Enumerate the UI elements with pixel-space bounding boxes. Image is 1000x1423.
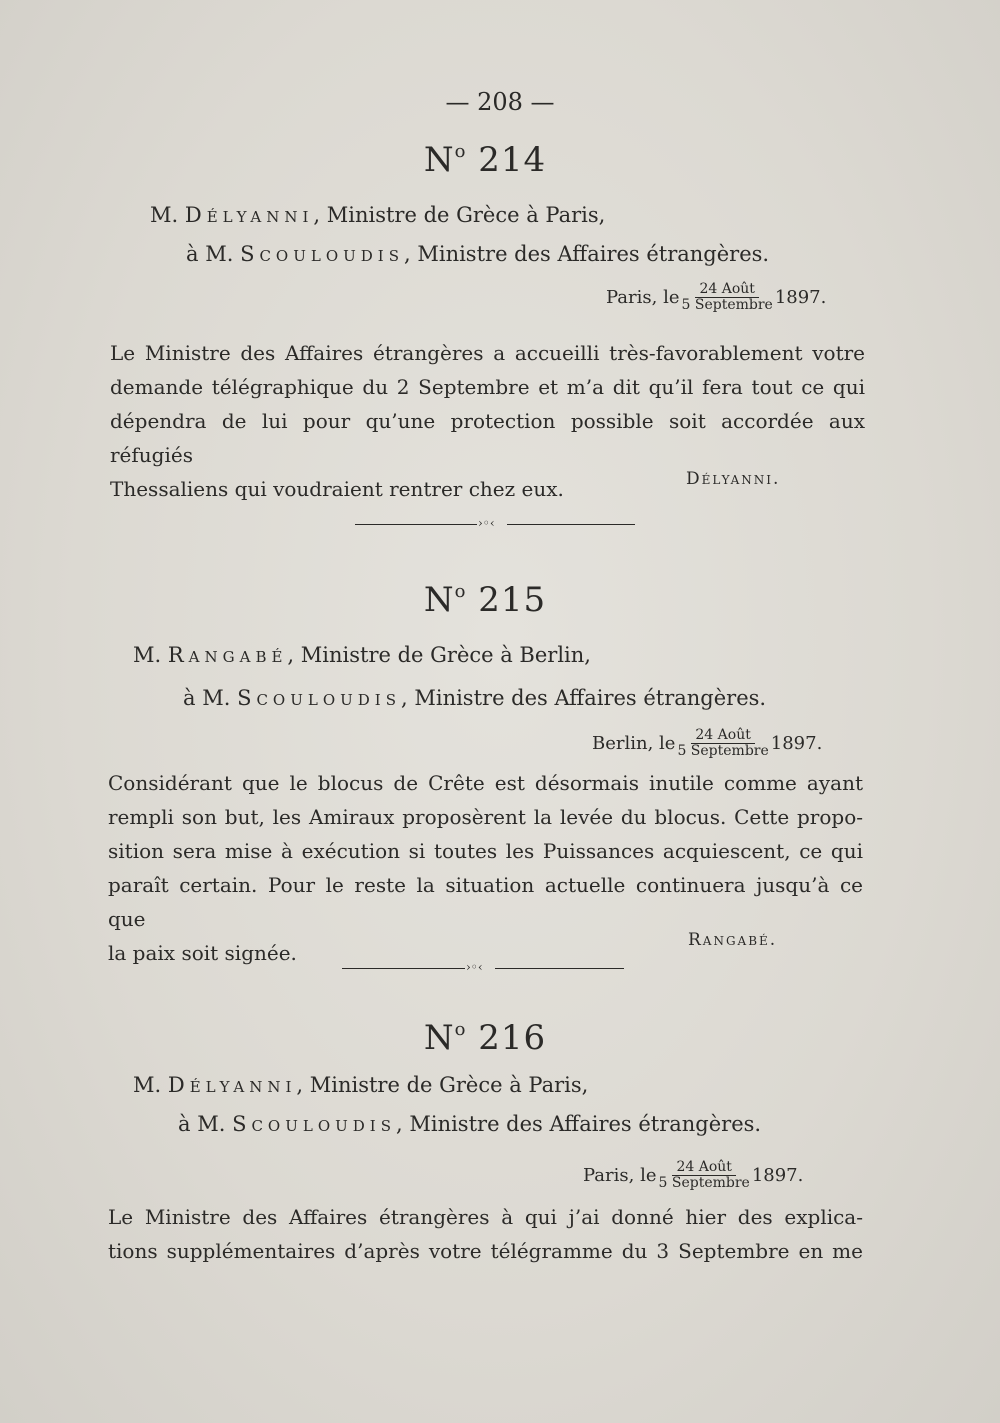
body-line: sition sera mise à exécution si toutes les Puissances acquiescent, ce qui: [108, 839, 863, 863]
separator-rule-left: [355, 524, 477, 527]
separator-rule-left: [342, 968, 465, 971]
sender-name: Délyanni: [167, 1073, 297, 1097]
date-top: 24 Août: [672, 1160, 735, 1176]
number-prefix: N: [423, 140, 455, 180]
body-line: la paix soit signée.: [108, 941, 297, 965]
recipient-prefix: à M.: [186, 242, 241, 266]
sender-line: [150, 203, 605, 227]
page-number: — 208 —: [445, 88, 555, 116]
sender-prefix: M.: [150, 203, 185, 227]
body-line: Thessaliens qui voudraient rentrer chez eux.: [110, 477, 564, 501]
letter-body: [108, 1200, 863, 1268]
sender-role: , Ministre de Grèce à Berlin,: [287, 643, 591, 667]
body-line: tions supplémentaires d’après votre télégramme du 3 Septembre en me: [108, 1239, 863, 1263]
signature: Rangabé.: [688, 930, 778, 950]
number-prefix: N: [423, 580, 455, 620]
separator: [342, 960, 624, 976]
separator-rule-right: [495, 968, 624, 971]
body-line: paraît certain. Pour le reste la situation actuelle continuera jusqu’à ce que: [108, 873, 863, 931]
date-line: [583, 1160, 803, 1191]
sender-prefix: M.: [133, 1073, 168, 1097]
date-bottom: 5 Septembre: [681, 297, 773, 313]
date-year: 1897.: [770, 733, 823, 754]
recipient-line: [178, 1112, 761, 1136]
recipient-name: Scouloudis: [232, 1112, 396, 1136]
number-sup: o: [454, 581, 467, 602]
number-sup: o: [454, 1019, 467, 1040]
recipient-line: [183, 686, 766, 710]
body-line: rempli son but, les Amiraux proposèrent la levée du blocus. Cette propo-: [108, 805, 863, 829]
separator-rule-right: [507, 524, 635, 527]
body-line: Le Ministre des Affaires étrangères a accueilli très-favorablement votre: [110, 341, 865, 365]
number-prefix: N: [423, 1018, 455, 1058]
sender-name: Délyanni: [184, 203, 314, 227]
document-number-215: [0, 580, 970, 620]
date-fraction: [682, 282, 773, 313]
recipient-role: , Ministre des Affaires étrangères.: [396, 1112, 762, 1136]
date-bottom: 5 Septembre: [658, 1175, 750, 1191]
number-value: 215: [478, 580, 547, 620]
date-place: Paris, le: [583, 1165, 657, 1186]
body-line: Considérant que le blocus de Crête est désormais inutile comme ayant: [108, 771, 863, 795]
sender-prefix: M.: [133, 643, 168, 667]
body-line: demande télégraphique du 2 Septembre et m’a dit qu’il fera tout ce qui: [110, 375, 865, 399]
recipient-prefix: à M.: [183, 686, 238, 710]
date-place: Berlin, le: [592, 733, 676, 754]
document-number-216: [0, 1018, 970, 1058]
date-line: [606, 282, 826, 313]
date-year: 1897.: [751, 1165, 804, 1186]
date-top: 24 Août: [695, 282, 758, 298]
sender-role: , Ministre de Grèce à Paris,: [313, 203, 606, 227]
sender-name: Rangabé: [167, 643, 288, 667]
date-line: [592, 728, 822, 759]
recipient-role: , Ministre des Affaires étrangères.: [401, 686, 767, 710]
sender-line: [133, 1073, 588, 1097]
separator-ornament: ›◦‹: [466, 960, 483, 974]
separator: [355, 516, 635, 532]
date-fraction: [659, 1160, 750, 1191]
recipient-prefix: à M.: [178, 1112, 233, 1136]
recipient-name: Scouloudis: [237, 686, 401, 710]
body-line: dépendra de lui pour qu’une protection possible soit accordée aux réfugiés: [110, 409, 865, 467]
recipient-line: [186, 242, 769, 266]
signature: Délyanni.: [686, 469, 781, 489]
date-top: 24 Août: [691, 728, 754, 744]
date-bottom: 5 Septembre: [677, 743, 769, 759]
body-line: Le Ministre des Affaires étrangères à qui j’ai donné hier des explica-: [108, 1205, 863, 1229]
date-year: 1897.: [774, 287, 827, 308]
sender-line: [133, 643, 591, 667]
date-place: Paris, le: [606, 287, 680, 308]
recipient-role: , Ministre des Affaires étrangères.: [404, 242, 770, 266]
number-value: 216: [478, 1018, 547, 1058]
recipient-name: Scouloudis: [240, 242, 404, 266]
sender-role: , Ministre de Grèce à Paris,: [296, 1073, 589, 1097]
number-sup: o: [454, 141, 467, 162]
number-value: 214: [478, 140, 547, 180]
document-number-214: [0, 140, 970, 180]
separator-ornament: ›◦‹: [478, 516, 495, 530]
date-fraction: [677, 728, 768, 759]
